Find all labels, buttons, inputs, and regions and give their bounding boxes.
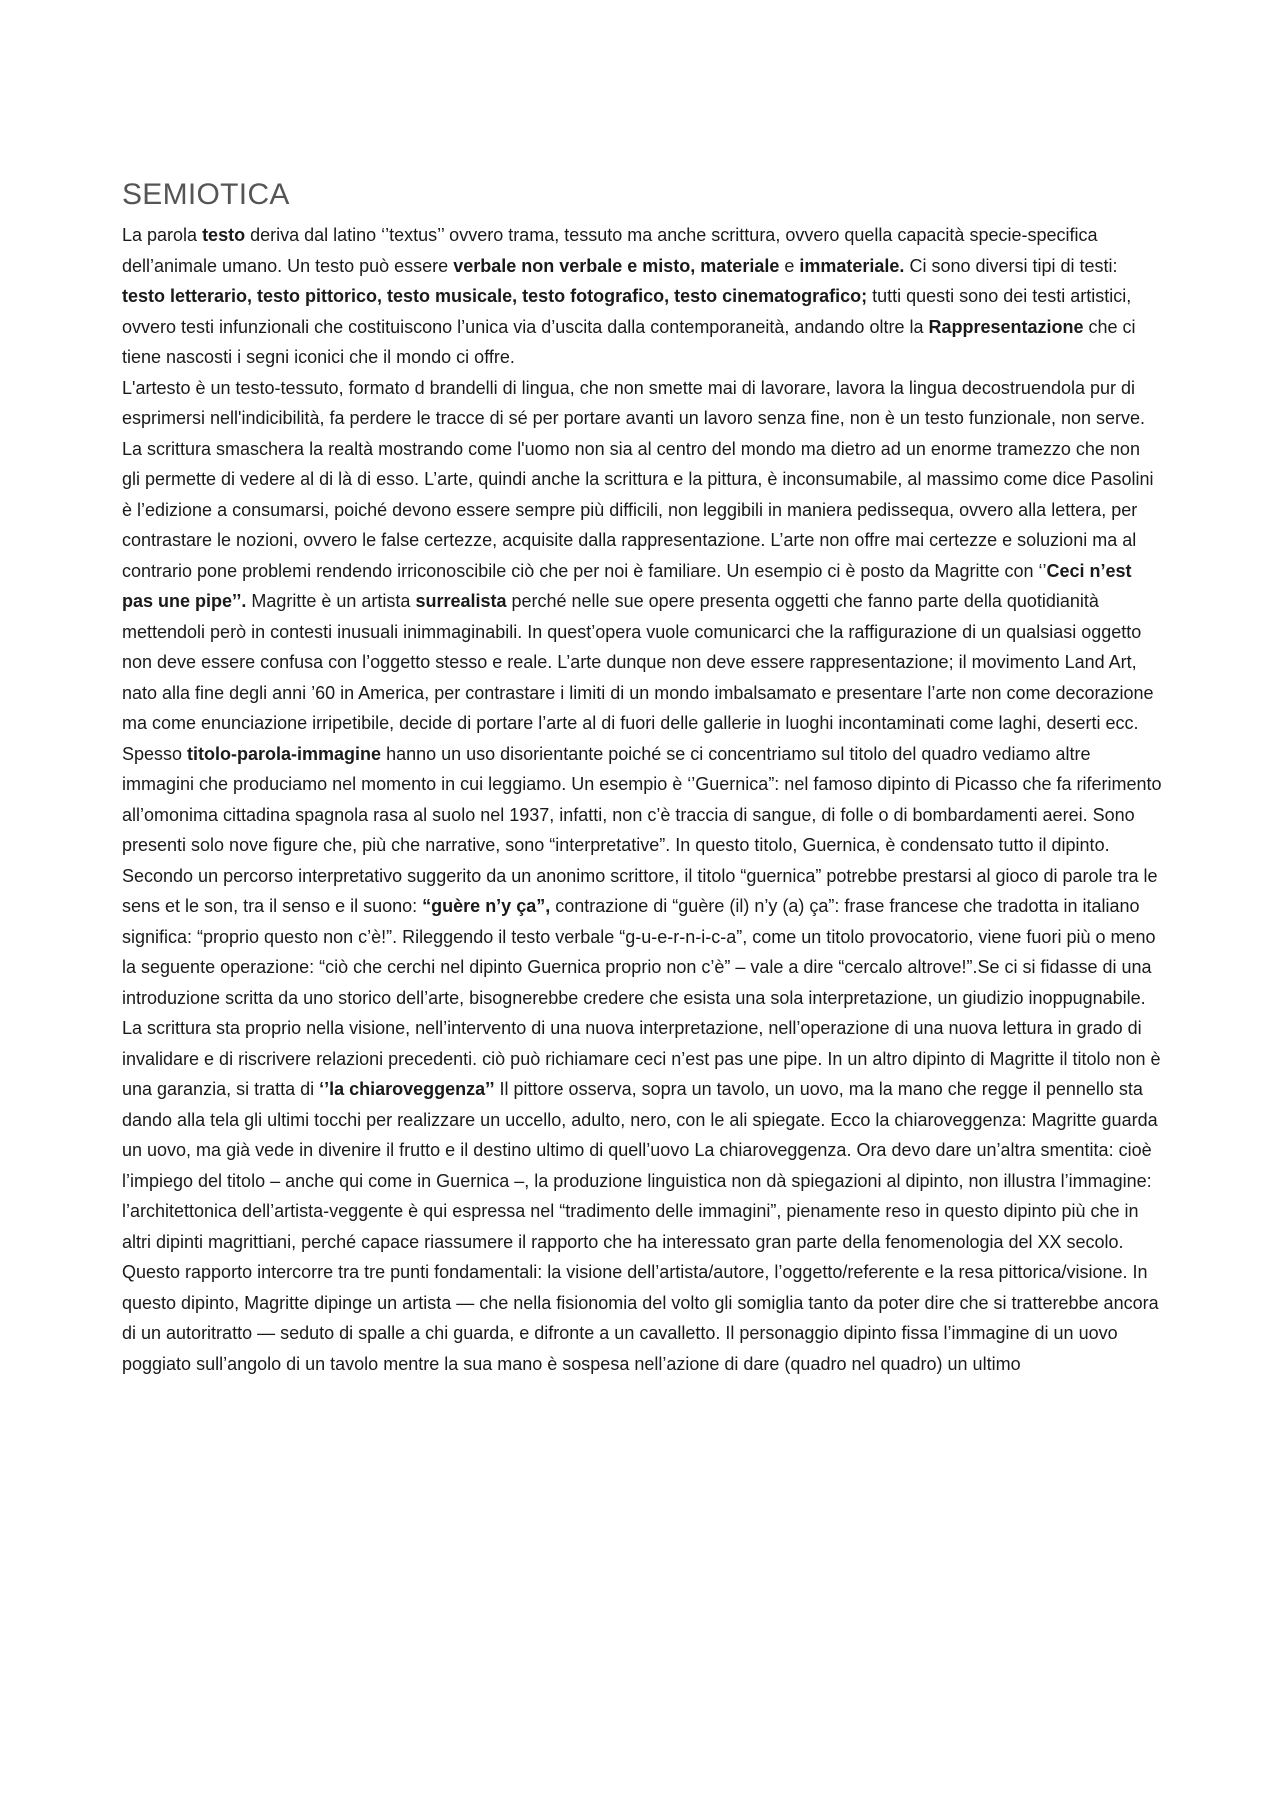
text-run: che ci tiene nascosti i segni iconici che il mondo ci offre.	[122, 316, 1136, 367]
text-run: Magritte è un artista	[246, 591, 416, 611]
text-run: L'artesto è un testo-tessuto, formato d brandelli di lingua, che non smette mai di lavorare, lavora la lingua decostruendola pur di esprimersi nell'indicibilità, fa perdere le tracce di sé per portare avanti un lavoro senza fine, non è un testo funzionale, non serve. La scrittura smaschera la realtà mostrando come l'uomo non sia al centro del mondo ma dietro ad un enorme tramezzo che non gli permette di vedere al di là di esso. L’arte, quindi anche la scrittura e la pittura, è inconsumabile, al massimo come dice Pasolini è l’edizione a consumarsi, poiché devono essere sempre più difficili, non leggibili in maniera pedissequa, ovvero alla lettera, per contrastare le nozioni, ovvero le false certezze, acquisite dalla rappresentazione. L’arte non offre mai certezze e soluzioni ma al contrario pone problemi rendendo irriconoscibile ciò che per noi è familiare. Un esempio ci è posto da Magritte con ‘’	[122, 377, 1154, 581]
bold-text-run: titolo-parola-immagine	[187, 743, 382, 764]
bold-text-run: surrealista	[415, 591, 507, 611]
document-page	[122, 176, 1162, 1379]
text-run: e	[779, 255, 800, 276]
text-run: hanno un uso disorientante poiché se ci concentriamo sul titolo del quadro vediamo altre immagini che produciamo nel momento in cui leggiamo. Un esempio è ‘’Guernica”: nel famoso dipinto di Picasso che fa riferimento all’omonima cittadina spagnola rasa al suolo nel 1937, infatti, non c’è traccia di sangue, di folle o di bombardamenti aerei. Sono presenti solo nove figure che, più che narrative, sono “interpretative”. In questo titolo, Guernica, è condensato tutto il dipinto. Secondo un percorso interpretativo suggerito da un anonimo scrittore, il titolo “guernica” potrebbe prestarsi al gioco di parole tra le sens et le son, tra il senso e il suono:	[122, 743, 1162, 916]
bold-text-run: Ceci n’est pas une pipe’’.	[122, 560, 1132, 611]
paragraph-titolo-parola-immagine	[122, 739, 1162, 1380]
text-run: Ci sono diversi tipi di testi:	[904, 255, 1118, 276]
bold-text-run: Rappresentazione	[928, 316, 1084, 337]
text-run: Il pittore osserva, sopra un tavolo, un uovo, ma la mano che regge il pennello sta dando alla tela gli ultimi tocchi per realizzare un uccello, adulto, nero, con le ali spiegate. Ecco la chiaroveggenza: Magritte guarda un uovo, ma già vede in divenire il frutto e il destino ultimo di quell’uovo La chiaroveggenza. Ora devo dare un’altra smentita: cioè l’impiego del titolo – anche qui come in Guernica –, la produzione linguistica non dà spiegazioni al dipinto, non illustra l’immagine: l’architettonica dell’artista-veggente è qui espressa nel “tradimento delle immagini”, pienamente reso in questo dipinto più che in altri dipinti magrittiani, perché capace riassumere il rapporto che ha interessato gran parte della fenomenologia del XX secolo. Questo rapporto intercorre tra tre punti fondamentali: la visione dell’artista/autore, l’oggetto/referente e la resa pittorica/visione. In questo dipinto, Magritte dipinge un artista — che nella fisionomia del volto gli somiglia tanto da poter dire che si tratterebbe ancora di un autoritratto — seduto di spalle a chi guarda, e difronte a un cavalletto. Il personaggio dipinto fissa l’immagine di un uovo poggiato sull’angolo di un tavolo mentre la sua mano è sospesa nell’azione di dare (quadro nel quadro) un ultimo	[122, 1079, 1159, 1374]
text-run: contrazione di “guère (il) n’y (a) ça”: frase francese che tradotta in italiano significa: “proprio questo non c’è!”. Rileggendo il testo verbale “g-u-e-r-n-i-c-a”, come un titolo provocatorio, viene fuori più o meno la seguente operazione: “ciò che cerchi nel dipinto Guernica proprio non c’è” – vale a dire “cercalo altrove!”.Se ci si fidasse di una introduzione scritta da uno storico dell’arte, bisognerebbe credere che esista una sola interpretazione, un giudizio inoppugnabile. La scrittura sta proprio nella visione, nell’intervento di una nuova interpretazione, nell’operazione di una nuova lettura in grado di invalidare e di riscrivere relazioni precedenti. ciò può richiamare ceci n’est pas une pipe. In un altro dipinto di Magritte il titolo non è una garanzia, si tratta di	[122, 896, 1161, 1099]
text-run: deriva dal latino ‘’textus’’ ovvero trama, tessuto ma anche scrittura, ovvero quella capacità specie-specifica dell’animale umano. Un testo può essere	[122, 225, 1098, 276]
paragraph-intro-testo	[122, 220, 1162, 373]
bold-text-run: immateriale.	[799, 255, 905, 276]
bold-text-run: “guère n’y ça”,	[422, 896, 551, 916]
bold-text-run: ‘’la chiaroveggenza’’	[319, 1079, 495, 1099]
bold-text-run: verbale non verbale e misto, materiale	[453, 255, 780, 276]
paragraph-artesto	[122, 373, 1162, 739]
document-body	[122, 220, 1162, 1379]
text-run: tutti questi sono dei testi artistici, ovvero testi infunzionali che costituiscono l’unica via d’uscita dalla contemporaneità, andando oltre la	[122, 286, 1132, 337]
text-run: Spesso	[122, 743, 188, 764]
bold-text-run: testo letterario, testo pittorico, testo musicale, testo fotografico, testo cinematografico;	[122, 286, 868, 306]
bold-text-run: testo	[202, 225, 246, 245]
text-run: La parola	[122, 225, 203, 245]
text-run: perché nelle sue opere presenta oggetti che fanno parte della quotidianità mettendoli però in contesti inusuali inimmaginabili. In quest’opera vuole comunicarci che la raffigurazione di un qualsiasi oggetto non deve essere confusa con l’oggetto stesso e reale. L’arte dunque non deve essere rappresentazione; il movimento Land Art, nato alla fine degli anni ’60 in America, per contrastare i limiti di un mondo imbalsamato e presentare l’arte non come decorazione ma come enunciazione irripetibile, decide di portare l’arte al di fuori delle gallerie in luoghi incontaminati come laghi, deserti ecc.	[122, 591, 1154, 733]
document-title: SEMIOTICA	[122, 178, 290, 211]
